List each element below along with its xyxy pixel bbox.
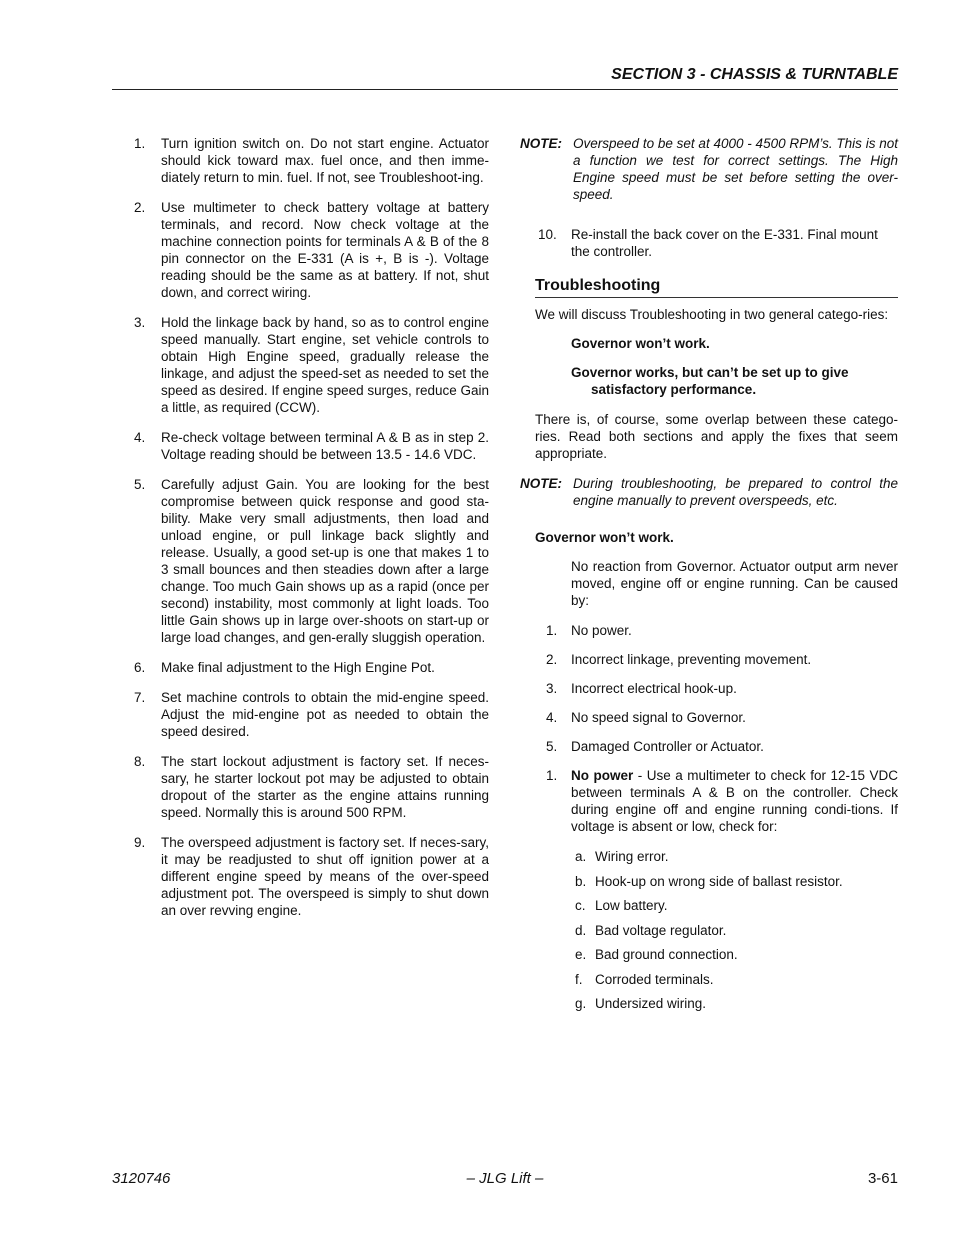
item-text: The start lockout adjustment is factory set. If neces-sary, he starter lockout pot may be adjusted to obtain dropout of the starter as the engine attains running speed. Normally this is around 500 RPM.: [161, 754, 489, 820]
item-letter: d.: [575, 922, 587, 938]
item-number: 4.: [134, 430, 146, 445]
list-item: [134, 314, 489, 416]
item-number: 1.: [134, 136, 146, 151]
list-item: [134, 659, 489, 676]
item-letter: g.: [575, 996, 587, 1011]
check-item: [575, 873, 898, 890]
item-letter: c.: [575, 898, 586, 913]
item-text: Bad ground connection.: [595, 947, 738, 962]
list-item: [546, 680, 898, 697]
note-troubleshooting: [520, 475, 898, 509]
item-text: Corroded terminals.: [595, 971, 714, 987]
item-number: 3.: [546, 681, 558, 696]
item-text: Damaged Controller or Actuator.: [571, 739, 764, 754]
item-number: 2.: [546, 652, 558, 667]
document-number: 3120746: [112, 1170, 171, 1187]
item-text: Undersized wiring.: [595, 996, 707, 1011]
list-item: [134, 689, 489, 740]
item-text: Use multimeter to check battery voltage at battery terminals, and record. Now check voltage at the machine connection points for terminals A & B of the 8 pin connector on the E-331 (A is +, B is -). Voltage reading should be the same as at battery. If not, shut down, and correct wiring.: [161, 200, 489, 300]
category-2: Governor works, but can’t be set up to give satisfactory performance.: [571, 365, 849, 397]
section-title: SECTION 3 - CHASSIS & TURNTABLE: [611, 66, 898, 83]
list-item: [134, 753, 489, 821]
no-power-item: [546, 767, 898, 835]
check-item: [575, 897, 898, 914]
check-item: [575, 848, 898, 865]
item-text: Turn ignition switch on. Do not start engine. Actuator should kick toward max. fuel once, and then imme-diately return to min. fuel. If not, see Troubleshoot-ing.: [161, 136, 489, 185]
overlap-paragraph: There is, of course, some overlap between these catego-ries. Read both sections and apply the fixes that seem appropriate.: [535, 412, 898, 461]
list-item: [134, 429, 489, 463]
publisher: – JLG Lift –: [466, 1170, 544, 1187]
item-text: Hook-up on wrong side of ballast resistor.: [595, 873, 843, 889]
item-text: Bad voltage regulator.: [595, 922, 727, 938]
item-number: 3.: [134, 315, 146, 330]
item-number: 8.: [134, 754, 146, 769]
item-text: Wiring error.: [595, 849, 669, 864]
item-text: Hold the linkage back by hand, so as to control engine speed manually. Start engine, set vehicle controls to obtain High Engine speed, gradually release the linkage, and adjust the speed-set as needed to set the speed as desired. If engine speed surges, reduce Gain a little, as required (CCW).: [161, 315, 489, 415]
no-power-text: - Use a multimeter to check for 12-15 VDC between terminals A & B on the controller. Check during engine off and engine running condi-tions. If voltage is absent or low, check for:: [571, 768, 898, 834]
item-text: Low battery.: [595, 898, 668, 913]
item-number: 7.: [134, 690, 146, 705]
list-item: [546, 738, 898, 755]
list-item: [134, 199, 489, 301]
item-text: [571, 767, 898, 835]
check-item: [575, 922, 898, 939]
item-text: Re-check voltage between terminal A & B as in step 2. Voltage reading should be between 13.5 - 14.6 VDC.: [161, 430, 489, 462]
left-column: [134, 135, 489, 919]
right-column: [520, 135, 898, 1012]
intro-paragraph: We will discuss Troubleshooting in two general catego-ries:: [535, 307, 889, 322]
item-text: Set machine controls to obtain the mid-engine speed. Adjust the mid-engine pot as needed to obtain the speed desired.: [161, 690, 489, 739]
item-number: 2.: [134, 200, 146, 215]
note-label: NOTE:: [520, 136, 562, 151]
item-number: 5.: [134, 477, 146, 492]
item-letter: b.: [575, 873, 587, 889]
page-header: [112, 64, 898, 90]
item-letter: a.: [575, 849, 587, 864]
item-number: 5.: [546, 739, 558, 754]
no-power-label: No power: [571, 768, 634, 783]
item-number: 6.: [134, 660, 146, 675]
item-number: 1.: [546, 623, 558, 638]
check-item: [575, 971, 898, 988]
list-item: [134, 834, 489, 919]
list-item: [134, 476, 489, 646]
item-text: Incorrect electrical hook-up.: [571, 681, 737, 696]
item-text: No speed signal to Governor.: [571, 710, 746, 725]
check-item: [575, 995, 898, 1012]
no-reaction-paragraph: No reaction from Governor. Actuator output arm never moved, engine off or engine running. Can be caused by:: [571, 559, 898, 608]
item-letter: e.: [575, 947, 587, 962]
page-number: 3-61: [867, 1170, 898, 1187]
sub-heading: Governor won’t work.: [535, 530, 674, 545]
list-item: [546, 651, 898, 668]
troubleshooting-heading: Troubleshooting: [535, 277, 898, 298]
note-text: Overspeed to be set at 4000 - 4500 RPM’s. This is not a function we test for correct settings. The High Engine speed must be set before setting the over-speed.: [573, 136, 898, 202]
list-item: [546, 709, 898, 726]
item-text: No power.: [571, 623, 632, 638]
item-text: Make final adjustment to the High Engine Pot.: [161, 660, 435, 675]
check-item: [575, 946, 898, 963]
category-1: Governor won’t work.: [571, 336, 710, 351]
item-text: Carefully adjust Gain. You are looking for the best compromise between quick response and good sta-bility. Make very small adjustments, then load and unload engine, or pull linkage back slightly and release. Usually, a good set-up is one that makes 1 to 3 small bounces and then steadies down after a large change. Too much Gain shows up as a rapid (once per second) instability, most commonly at light loads. Too little Gain shows up in large over-shoots on start-up or large load changes, and gen-erally sluggish operation.: [161, 477, 489, 645]
item-number: 10.: [538, 227, 557, 242]
note-overspeed: [520, 135, 898, 203]
item-number: 4.: [546, 710, 558, 725]
list-item: [538, 226, 898, 260]
note-label: NOTE:: [520, 476, 562, 491]
item-text: Re-install the back cover on the E-331. Final mount the controller.: [571, 227, 878, 259]
item-number: 1.: [546, 768, 558, 783]
item-text: The overspeed adjustment is factory set. If neces-sary, it may be readjusted to shut off ignition power at a different engine speed by means of the over-speed adjustment pot. The overspeed is simply to shut down an over revving engine.: [161, 835, 489, 918]
item-letter: f.: [575, 971, 583, 987]
list-item: [134, 135, 489, 186]
item-text: Incorrect linkage, preventing movement.: [571, 652, 812, 667]
note-text: During troubleshooting, be prepared to control the engine manually to prevent overspeeds, etc.: [573, 476, 898, 508]
item-number: 9.: [134, 835, 146, 850]
list-item: [546, 622, 898, 639]
